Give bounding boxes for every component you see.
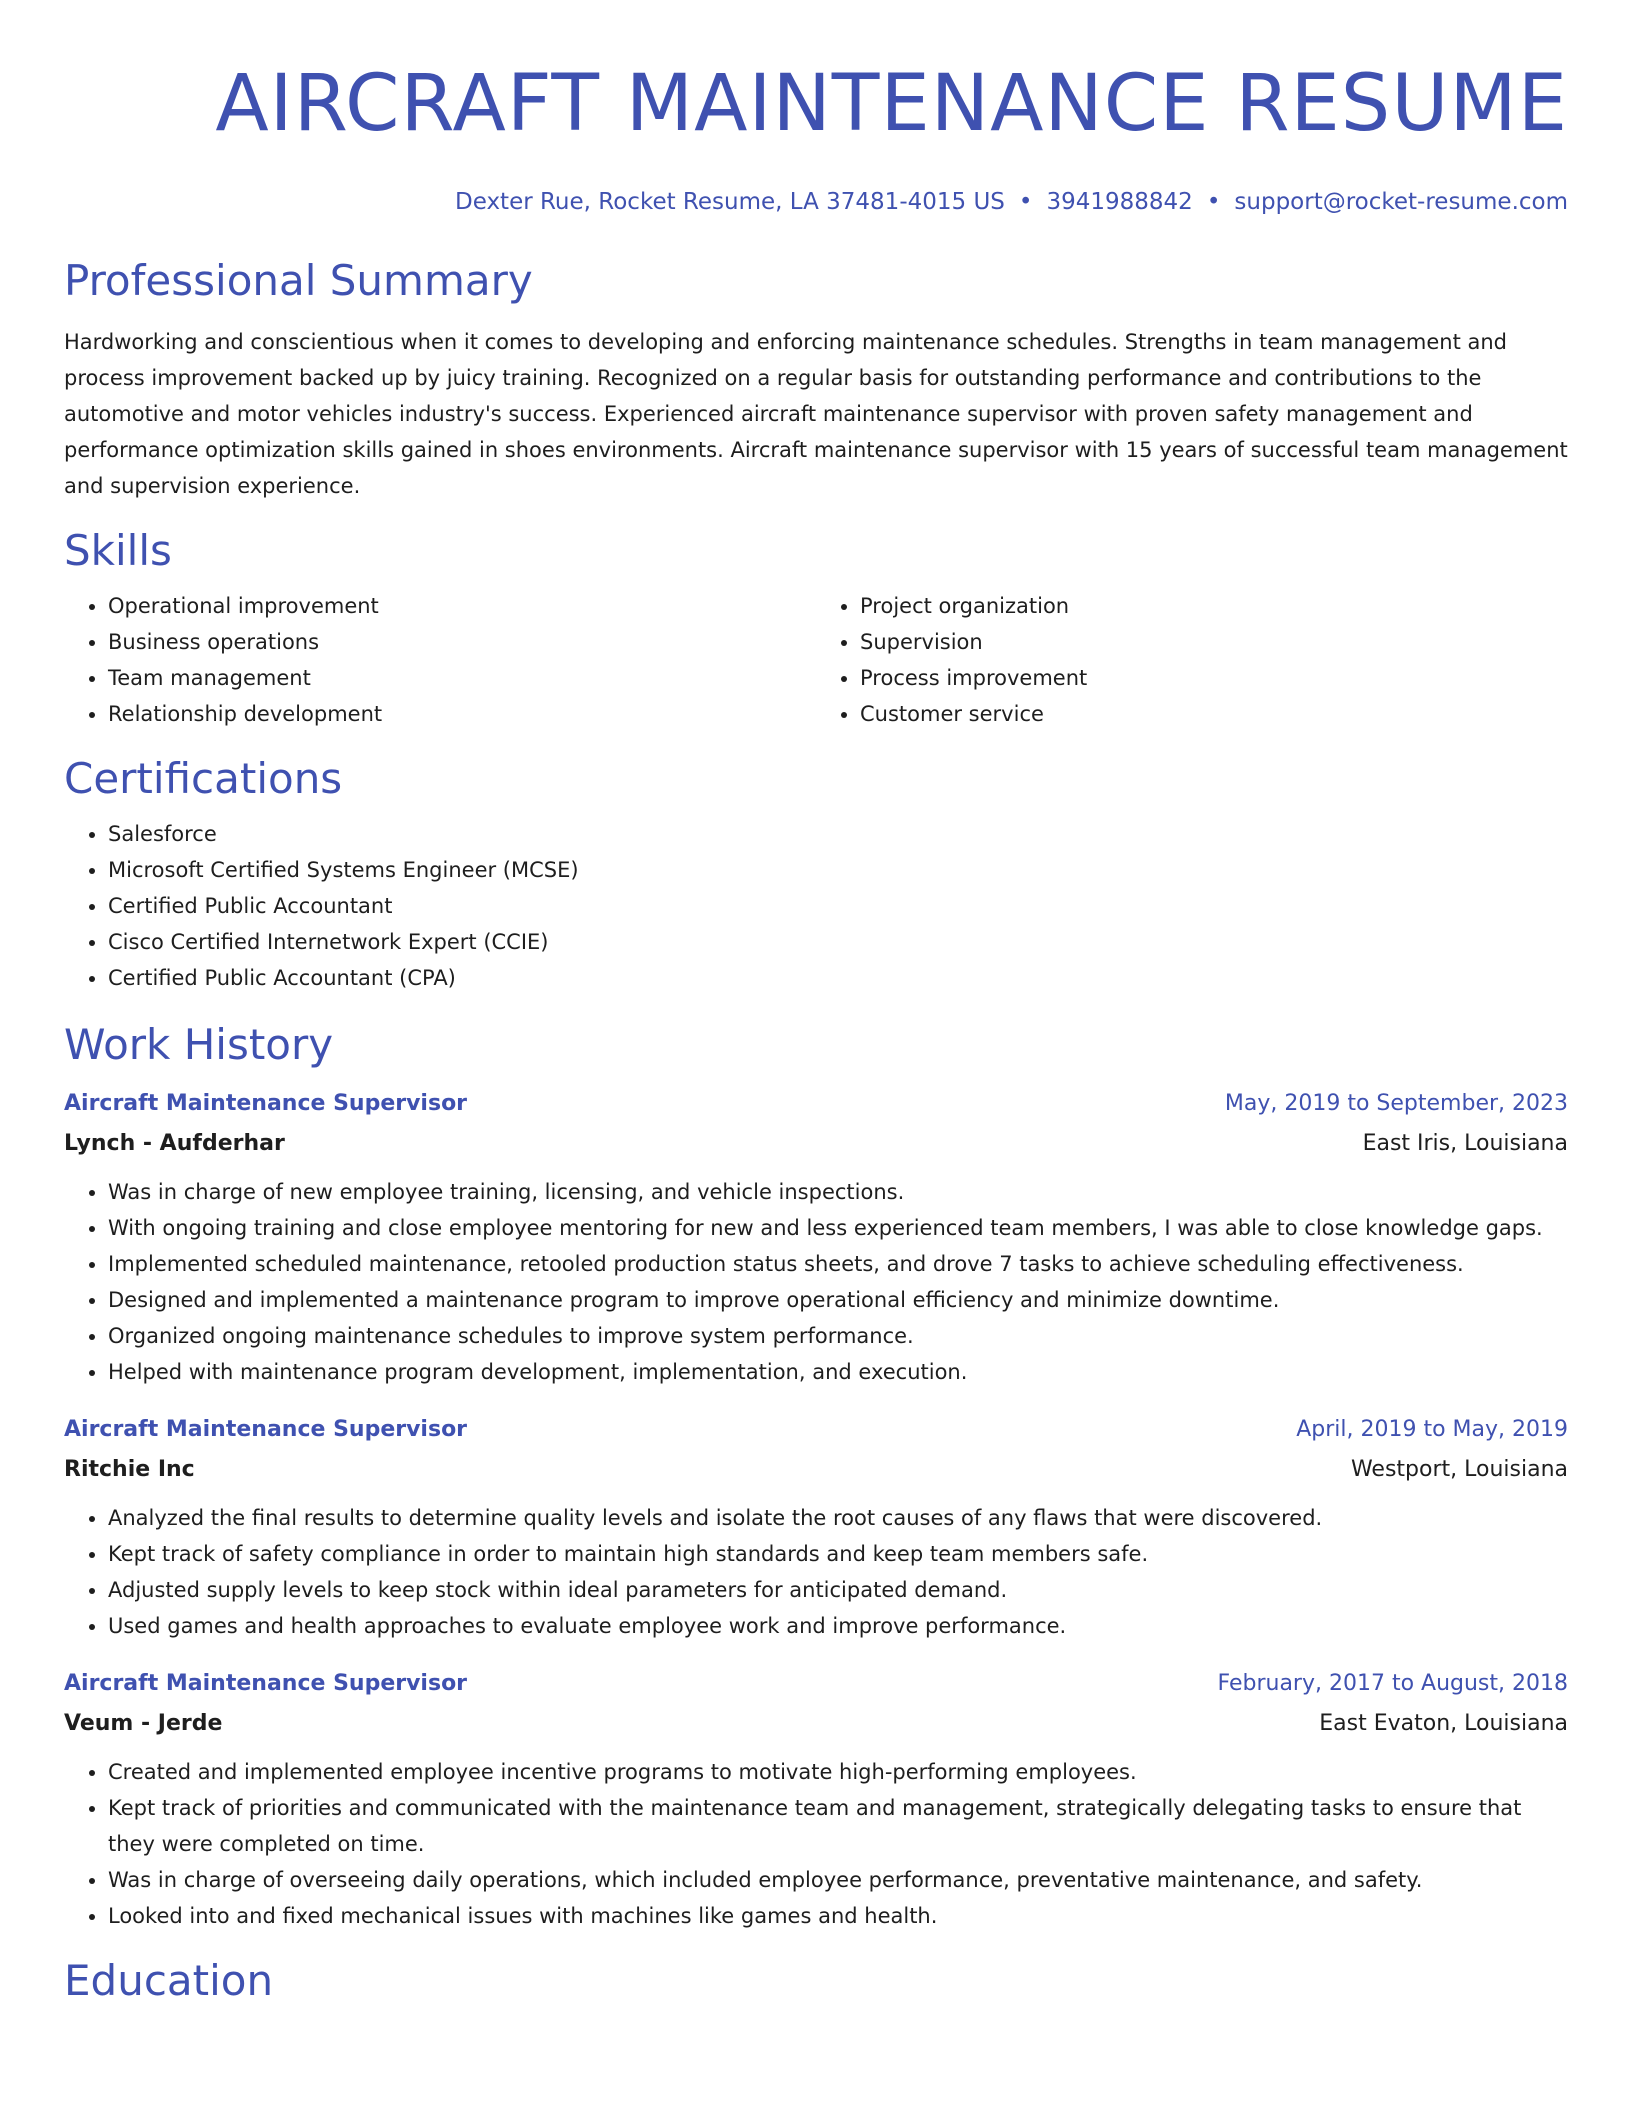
list-item: • Designed and implemented a maintenance program to improve operational efficiency and minimize downtime. [108, 1282, 1568, 1318]
job-company: Ritchie Inc [64, 1457, 195, 1482]
job-title: Aircraft Maintenance Supervisor [64, 1671, 468, 1696]
job-subheader [64, 1124, 1568, 1164]
job-title: Aircraft Maintenance Supervisor [64, 1417, 468, 1442]
certifications-list [64, 816, 1568, 996]
job-header [64, 1410, 1568, 1450]
job-bullets [64, 1500, 1568, 1644]
job-entry [64, 1664, 1568, 1934]
list-item: • With ongoing training and close employee mentoring for new and less experienced team members, I was able to close knowledge gaps. [108, 1210, 1568, 1246]
job-subheader [64, 1704, 1568, 1744]
job-entry [64, 1084, 1568, 1390]
job-location: East Iris, Louisiana [1362, 1131, 1568, 1156]
list-item: • Certified Public Accountant (CPA) [108, 960, 1568, 996]
job-title: Aircraft Maintenance Supervisor [64, 1091, 468, 1116]
job-bullets [64, 1174, 1568, 1390]
job-dates: February, 2017 to August, 2018 [1217, 1671, 1568, 1696]
contact-email[interactable]: support@rocket-resume.com [1234, 189, 1568, 215]
list-item: • Was in charge of new employee training, licensing, and vehicle inspections. [108, 1174, 1568, 1210]
job-dates: May, 2019 to September, 2023 [1224, 1091, 1568, 1116]
contact-phone: 3941988842 [1046, 189, 1193, 215]
list-item: • Microsoft Certified Systems Engineer (MCSE) [108, 852, 1568, 888]
list-item: • Cisco Certified Internetwork Expert (CCIE) [108, 924, 1568, 960]
list-item: • Project organization [860, 588, 1568, 624]
education-heading: Education [64, 1956, 274, 2005]
contact-separator: • [1206, 189, 1221, 215]
list-item: • Adjusted supply levels to keep stock within ideal parameters for anticipated demand. [108, 1572, 1568, 1608]
certifications-heading: Certifications [64, 754, 343, 803]
list-item: • Implemented scheduled maintenance, retooled production status sheets, and drove 7 tasks to achieve scheduling effectiveness. [108, 1246, 1568, 1282]
list-item: • Looked into and fixed mechanical issues with machines like games and health. [108, 1898, 1568, 1934]
contact-separator: • [1018, 189, 1033, 215]
skills-grid [64, 588, 1568, 732]
skills-list-left [64, 588, 816, 732]
list-item: • Team management [108, 660, 816, 696]
contact-address: Dexter Rue, Rocket Resume, LA 37481-4015 US [454, 189, 1005, 215]
list-item: • Supervision [860, 624, 1568, 660]
job-subheader [64, 1450, 1568, 1490]
job-location: Westport, Louisiana [1350, 1457, 1568, 1482]
list-item: • Was in charge of overseeing daily operations, which included employee performance, preventative maintenance, and safety. [108, 1862, 1568, 1898]
summary-heading: Professional Summary [64, 256, 533, 305]
list-item: • Analyzed the final results to determine quality levels and isolate the root causes of any flaws that were discovered. [108, 1500, 1568, 1536]
skills-heading: Skills [64, 526, 172, 575]
list-item: • Process improvement [860, 660, 1568, 696]
list-item: • Helped with maintenance program development, implementation, and execution. [108, 1354, 1568, 1390]
resume-title: AIRCRAFT MAINTENANCE RESUME [215, 59, 1568, 149]
job-header [64, 1664, 1568, 1704]
contact-line [64, 188, 1568, 216]
summary-text: Hardworking and conscientious when it comes to developing and enforcing maintenance schedules. Strengths in team management and process improvement backed up by juicy training. Recognized on a regular basis for outstanding performance and contributions to the automotive and motor vehicles industry's success. Experienced aircraft maintenance supervisor with proven safety management and performance optimization skills gained in shoes environments. Aircraft maintenance supervisor with 15 years of successful team management and supervision experience. [64, 330, 1568, 498]
job-header [64, 1084, 1568, 1124]
list-item: • Certified Public Accountant [108, 888, 1568, 924]
list-item: • Created and implemented employee incentive programs to motivate high-performing employees. [108, 1754, 1568, 1790]
list-item: • Business operations [108, 624, 816, 660]
list-item: • Relationship development [108, 696, 816, 732]
work-history-heading: Work History [64, 1020, 334, 1069]
list-item: • Used games and health approaches to evaluate employee work and improve performance. [108, 1608, 1568, 1644]
job-bullets [64, 1754, 1568, 1934]
list-item: • Kept track of priorities and communicated with the maintenance team and management, strategically delegating tasks to ensure that they were completed on time. [108, 1790, 1568, 1862]
list-item: • Salesforce [108, 816, 1568, 852]
job-company: Lynch - Aufderhar [64, 1131, 285, 1156]
skills-list-right [816, 588, 1568, 732]
list-item: • Organized ongoing maintenance schedules to improve system performance. [108, 1318, 1568, 1354]
list-item: • Kept track of safety compliance in order to maintain high standards and keep team members safe. [108, 1536, 1568, 1572]
job-entry [64, 1410, 1568, 1644]
list-item: • Customer service [860, 696, 1568, 732]
list-item: • Operational improvement [108, 588, 816, 624]
job-dates: April, 2019 to May, 2019 [1296, 1417, 1568, 1442]
job-company: Veum - Jerde [64, 1711, 223, 1736]
job-location: East Evaton, Louisiana [1319, 1711, 1568, 1736]
